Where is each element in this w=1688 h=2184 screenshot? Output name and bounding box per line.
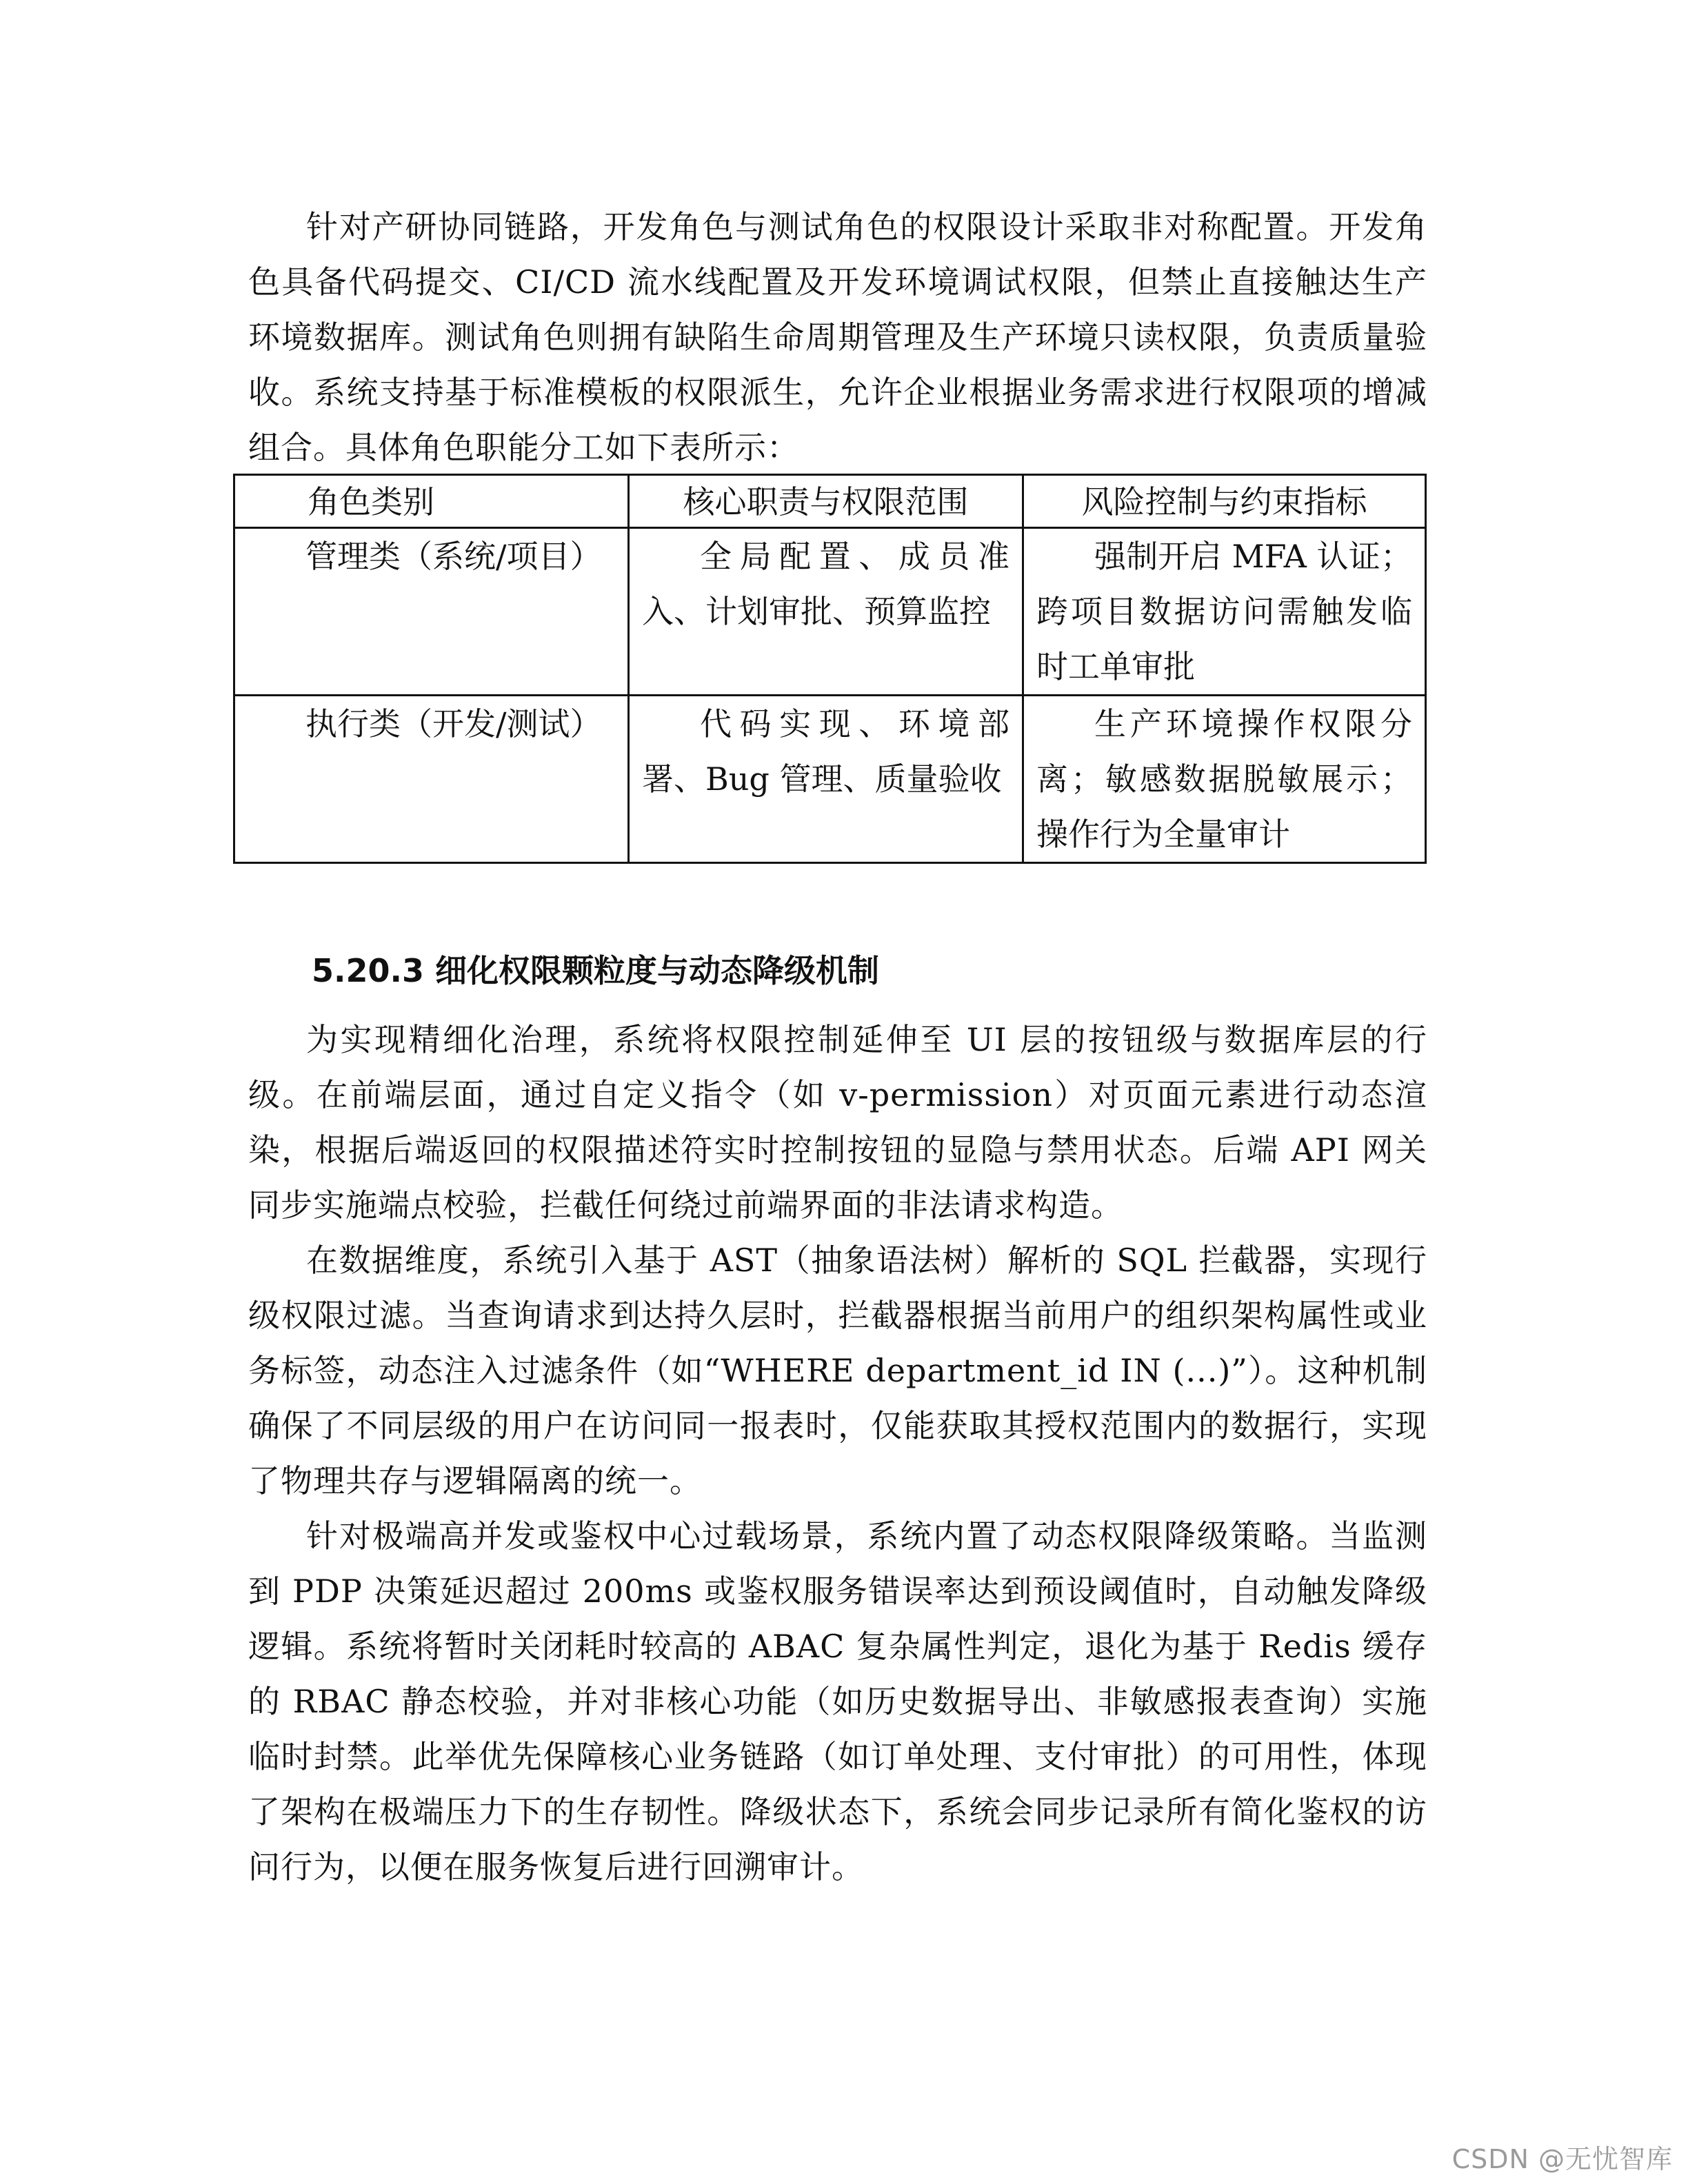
- paragraph-degradation: 针对极端高并发或鉴权中心过载场景，系统内置了动态权限降级策略。当监测到 PDP 决策延迟超过 200ms 或鉴权服务错误率达到预设阈值时，自动触发降级逻辑。系统将暂时关闭耗时较高的 ABAC 复杂属性判定，退化为基于 Redis 缓存的 RBAC 静态校验，并对非核心功能（如历史数据导出、非敏感报表查询）实施临时封禁。此举优先保障核心业务链路（如订单处理、支付审批）的可用性，体现了架构在极端压力下的生存韧性。降级状态下，系统会同步记录所有简化鉴权的访问行为，以便在服务恢复后进行回溯审计。: [248, 1517, 1427, 1885]
- table-row: [234, 528, 1426, 696]
- watermark: CSDN @无忧智库: [1451, 2144, 1673, 2174]
- intro-paragraph: 针对产研协同链路，开发角色与测试角色的权限设计采取非对称配置。开发角色具备代码提交、CI/CD 流水线配置及开发环境调试权限，但禁止直接触达生产环境数据库。测试角色则拥有缺陷生命周期管理及生产环境只读权限，负责质量验收。系统支持基于标准模板的权限派生，允许企业根据业务需求进行权限项的增减组合。具体角色职能分工如下表所示：: [248, 208, 1427, 466]
- cell-duties: 代码实现、环境部署、Bug 管理、质量验收: [629, 696, 1023, 863]
- role-table: [233, 474, 1427, 864]
- table-header-row: [234, 475, 1426, 528]
- cell-role: 执行类（开发/测试）: [234, 696, 629, 863]
- cell-risk: 生产环境操作权限分离；敏感数据脱敏展示；操作行为全量审计: [1023, 696, 1426, 863]
- section-heading: 5.20.3 细化权限颗粒度与动态降级机制: [312, 952, 879, 989]
- cell-duties: 全局配置、成员准入、计划审批、预算监控: [629, 528, 1023, 696]
- cell-risk: 强制开启 MFA 认证；跨项目数据访问需触发临时工单审批: [1023, 528, 1426, 696]
- table-row: [234, 696, 1426, 863]
- paragraph-data-permission: 在数据维度，系统引入基于 AST（抽象语法树）解析的 SQL 拦截器，实现行级权限过滤。当查询请求到达持久层时，拦截器根据当前用户的组织架构属性或业务标签，动态注入过滤条件（如“WHERE department_id IN (...)”）。这种机制确保了不同层级的用户在访问同一报表时，仅能获取其授权范围内的数据行，实现了物理共存与逻辑隔离的统一。: [248, 1242, 1427, 1499]
- header-role-category: 角色类别: [234, 475, 629, 528]
- header-risk-control: 风险控制与约束指标: [1023, 475, 1426, 528]
- header-core-duties: 核心职责与权限范围: [629, 475, 1023, 528]
- cell-role: 管理类（系统/项目）: [234, 528, 629, 696]
- paragraph-ui-permission: 为实现精细化治理，系统将权限控制延伸至 UI 层的按钮级与数据库层的行级。在前端层面，通过自定义指令（如 v-permission）对页面元素进行动态渲染，根据后端返回的权限描述符实时控制按钮的显隐与禁用状态。后端 API 网关同步实施端点校验，拦截任何绕过前端界面的非法请求构造。: [248, 1021, 1427, 1224]
